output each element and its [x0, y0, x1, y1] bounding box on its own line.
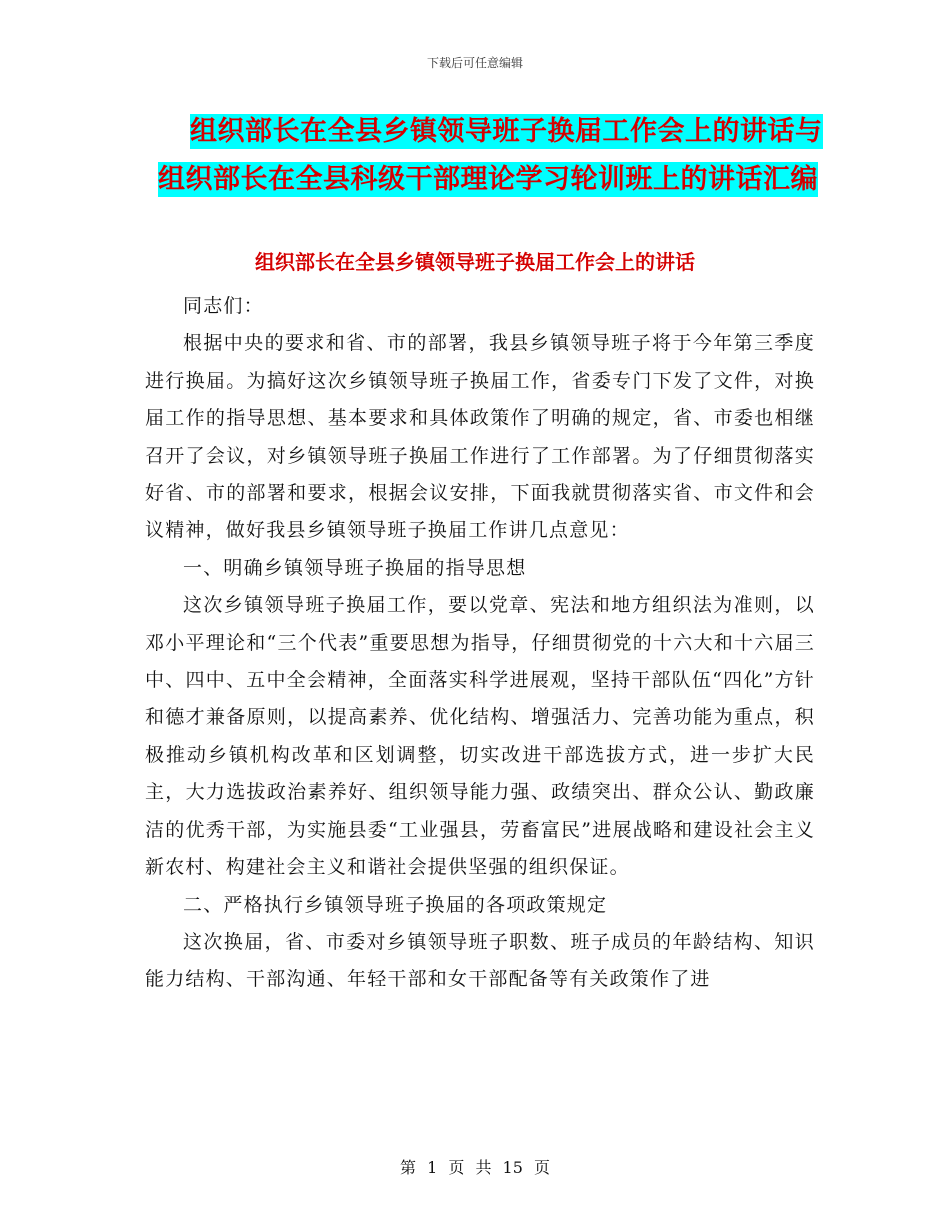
paragraph-heading: 二、严格执行乡镇领导班子换届的各项政策规定	[183, 893, 608, 916]
page-footer: 第 1 页 共 15 页	[400, 1158, 550, 1177]
title-line-1: 组织部长在全县乡镇领导班子换届工作会上的讲话与	[190, 116, 823, 147]
title-line-2: 组织部长在全县科级干部理论学习轮训班上的讲话汇编	[158, 164, 818, 195]
body-text	[145, 288, 815, 999]
document-title	[150, 108, 823, 204]
header-note: 下载后可任意编辑	[426, 56, 523, 70]
paragraph-greeting: 同志们：	[183, 295, 264, 317]
paragraph: 这次换届，省、市委对乡镇领导班子职数、班子成员的年龄结构、知识能力结构、干部沟通、年轻干部和女干部配备等有关政策作了进	[145, 930, 815, 991]
paragraph-heading: 一、明确乡镇领导班子换届的指导思想	[183, 556, 527, 579]
paragraph: 根据中央的要求和省、市的部署，我县乡镇领导班子将于今年第三季度进行换届。为搞好这次乡镇领导班子换届工作，省委专门下发了文件，对换届工作的指导思想、基本要求和具体政策作了明确的规定，省、市委也相继召开了会议，对乡镇领导班子换届工作进行了工作部署。为了仔细贯彻落实好省、市的部署和要求，根据会议安排，下面我就贯彻落实省、市文件和会议精神，做好我县乡镇领导班子换届工作讲几点意见：	[145, 332, 815, 542]
section-title: 组织部长在全县乡镇领导班子换届工作会上的讲话	[255, 250, 695, 274]
paragraph: 这次乡镇领导班子换届工作，要以党章、宪法和地方组织法为准则，以邓小平理论和“三个代表”重要思想为指导，仔细贯彻党的十六大和十六届三中、四中、五中全会精神，全面落实科学进展观，坚持干部队伍“四化”方针和德才兼备原则，以提高素养、优化结构、增强活力、完善功能为重点，积极推动乡镇机构改革和区划调整，切实改进干部选拔方式，进一步扩大民主，大力选拔政治素养好、组织领导能力强、政绩突出、群众公认、勤政廉洁的优秀干部，为实施县委“工业强县，劳畜富民”进展战略和建设社会主义新农村、构建社会主义和谐社会提供坚强的组织保证。	[145, 594, 815, 879]
